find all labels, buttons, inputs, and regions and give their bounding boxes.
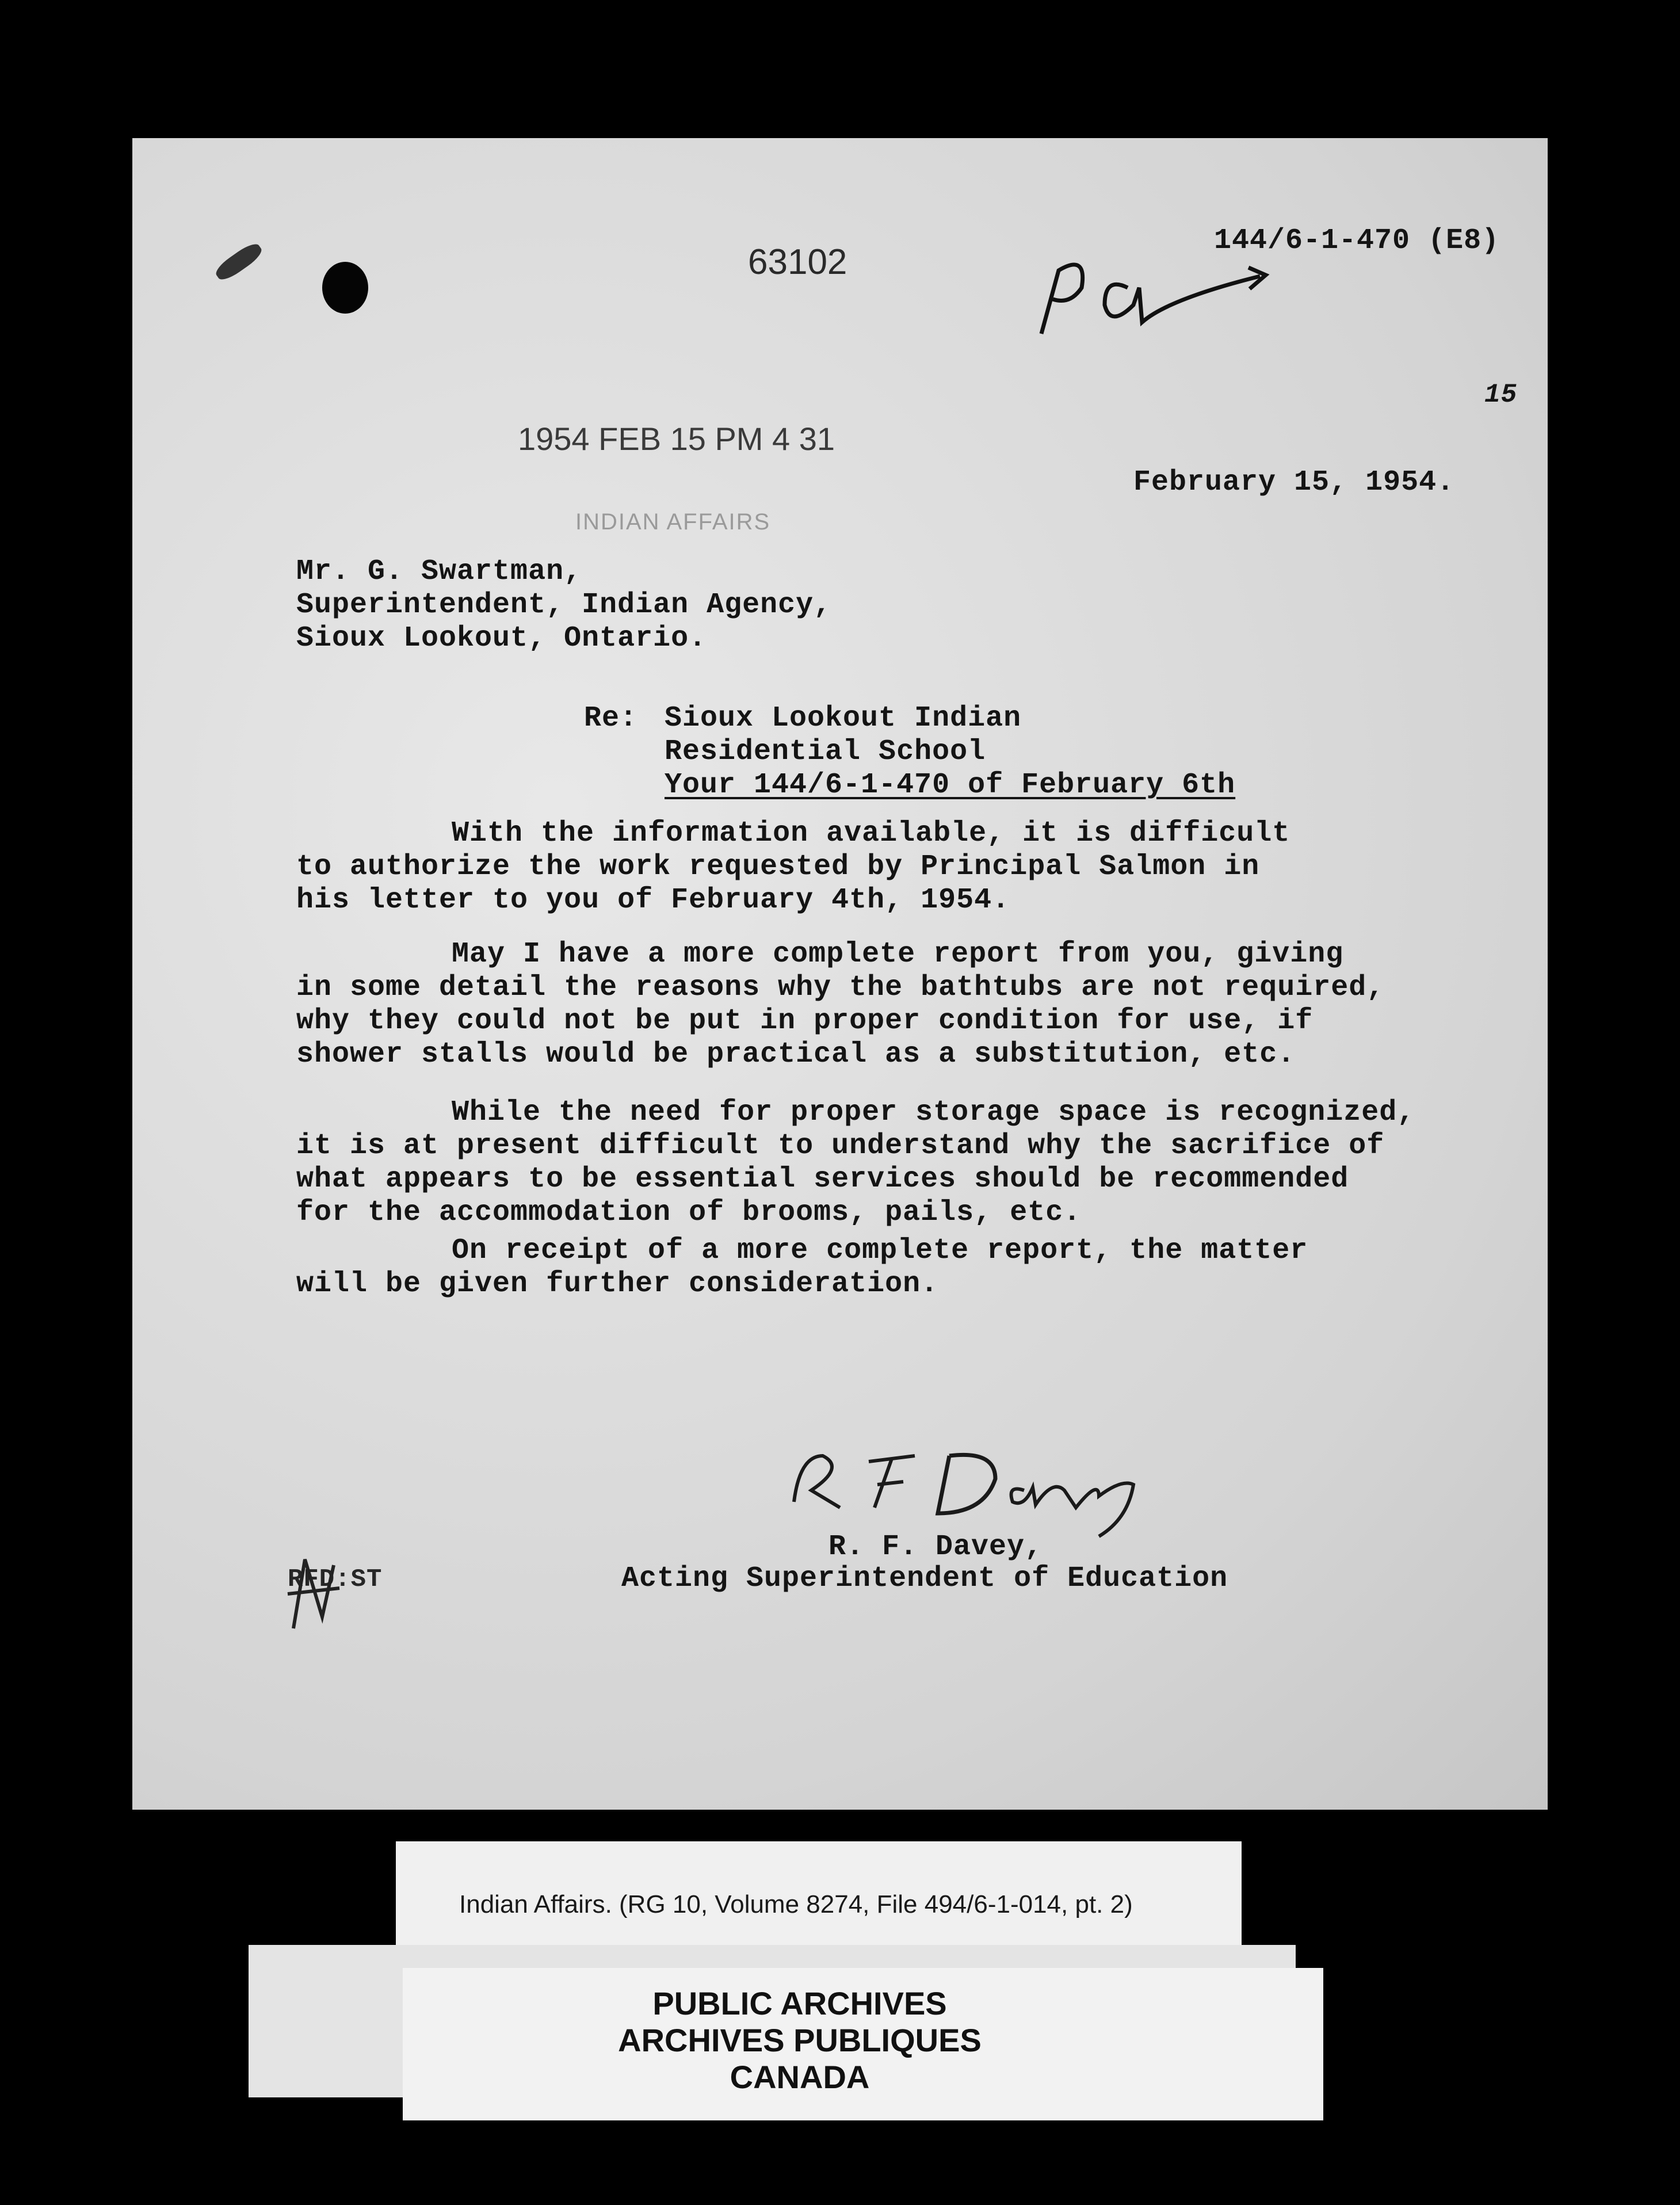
body-paragraph [296, 938, 1384, 1071]
body-line: shower stalls would be practical as a substitution, etc. [296, 1038, 1296, 1071]
recipient-line: Superintendent, Indian Agency, [296, 589, 832, 621]
body-line: With the information available, it is difficult [452, 817, 1290, 850]
body-line: will be given further consideration. [296, 1268, 939, 1300]
archive-line: ARCHIVES PUBLIQUES [618, 2022, 982, 2058]
subject-line: Sioux Lookout Indian [665, 702, 1022, 735]
body-line: what appears to be essential services should be recommended [296, 1163, 1349, 1196]
file-reference: 144/6-1-470 (E8) [1214, 224, 1500, 257]
recipient-block [296, 555, 831, 655]
faint-stamp: INDIAN AFFAIRS [575, 509, 771, 535]
body-line: to authorize the work requested by Principal Salmon in [296, 850, 1260, 883]
body-line: why they could not be put in proper condition for use, if [296, 1005, 1314, 1037]
archive-citation: Indian Affairs. (RG 10, Volume 8274, File 494/6-1-014, pt. 2) [459, 1890, 1133, 1918]
body-line: On receipt of a more complete report, the matter [452, 1234, 1308, 1267]
body-line: May I have a more complete report from you, giving [452, 938, 1344, 971]
ink-smudge [213, 240, 265, 284]
body-line: in some detail the reasons why the bathtubs are not required, [296, 971, 1385, 1004]
body-line: for the accommodation of brooms, pails, etc. [296, 1196, 1082, 1229]
document-number: 63102 [748, 242, 847, 282]
punch-hole [322, 262, 368, 314]
body-line: it is at present difficult to understand why the sacrifice of [296, 1130, 1385, 1162]
body-line: While the need for proper storage space is recognized, [452, 1096, 1415, 1129]
body-line: his letter to you of February 4th, 1954. [296, 884, 1010, 917]
archive-line: CANADA [730, 2059, 870, 2095]
subject-line: Residential School [665, 735, 986, 768]
handwritten-signature [777, 1421, 1191, 1542]
received-stamp: 1954 FEB 15 PM 4 31 [518, 421, 835, 457]
initials-scribble [282, 1548, 351, 1634]
subject-line: Your 144/6-1-470 of February 6th [665, 769, 1236, 802]
archive-line: PUBLIC ARCHIVES [652, 1985, 947, 2021]
recipient-line: Sioux Lookout, Ontario. [296, 622, 707, 655]
body-paragraph [296, 1096, 1415, 1230]
archive-label [575, 1985, 1024, 2096]
signatory-title: Acting Superintendent of Education [621, 1562, 1228, 1595]
archive-label-strip [403, 1968, 1323, 2120]
signatory-name: R. F. Davey, [828, 1531, 1043, 1563]
handwritten-signature-text [777, 1421, 781, 1422]
letter-page [132, 138, 1548, 1810]
body-paragraph [296, 1234, 1308, 1301]
recipient-line: Mr. G. Swartman, [296, 555, 582, 588]
initials-stamp: RFD:ST [288, 1565, 383, 1594]
page-mark: 15 [1484, 380, 1518, 410]
letter-date: February 15, 1954. [1133, 466, 1455, 499]
subject-prefix: Re: [584, 702, 638, 735]
body-paragraph [296, 817, 1290, 917]
subject-block [665, 702, 1235, 802]
